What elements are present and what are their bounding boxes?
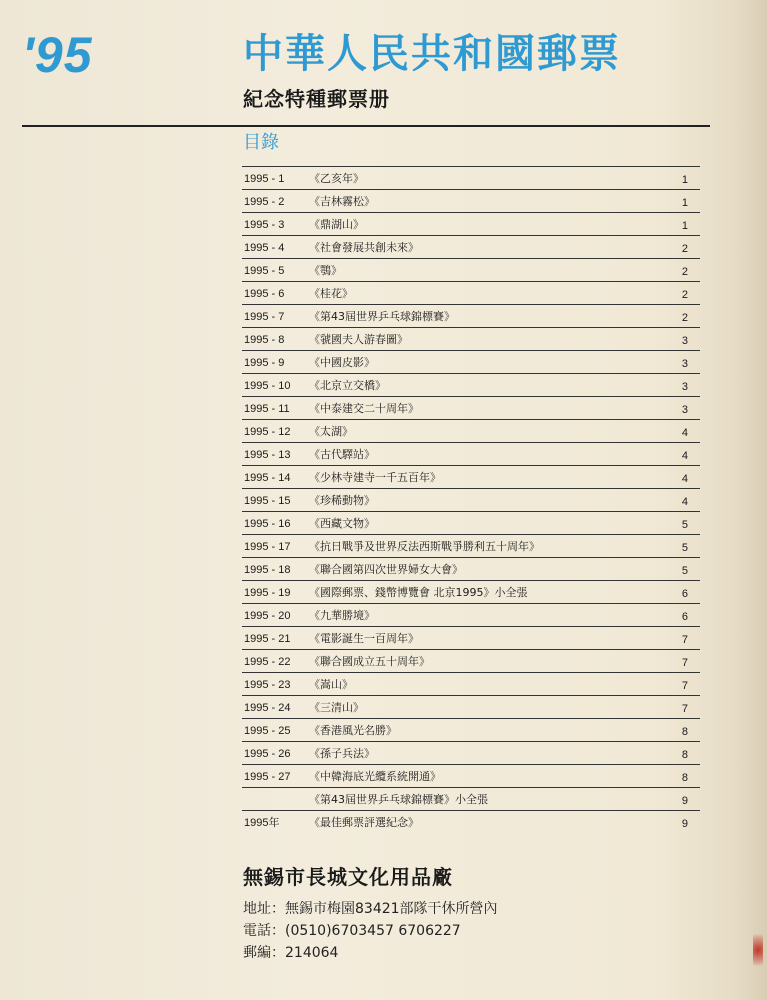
toc-page-number: 4	[681, 473, 688, 485]
toc-row	[242, 650, 700, 673]
toc-page-number: 9	[681, 818, 688, 830]
toc-page-number: 9	[681, 795, 688, 807]
toc-row	[242, 259, 700, 282]
toc-heading: 目錄	[243, 132, 279, 153]
toc-page-number: 3	[681, 404, 688, 416]
toc-issue-name: 《最佳郵票評選紀念》	[309, 816, 419, 829]
toc-row	[242, 673, 700, 696]
toc-row	[242, 282, 700, 305]
toc-issue-name: 《抗日戰爭及世界反法西斯戰爭勝利五十周年》	[309, 540, 540, 553]
toc-issue-number: 1995 - 11	[244, 403, 290, 415]
toc-issue-name: 《太湖》	[309, 425, 353, 438]
toc-page-number: 5	[681, 519, 688, 531]
toc-page-number: 1	[681, 197, 688, 209]
toc-issue-name: 《嵩山》	[309, 678, 353, 691]
toc-row	[242, 374, 700, 397]
toc-issue-name: 《電影誕生一百周年》	[309, 632, 419, 645]
toc-issue-number: 1995 - 25	[244, 725, 291, 737]
toc-issue-number: 1995 - 1	[244, 173, 285, 185]
year-label: '95	[22, 27, 93, 83]
toc-issue-name: 《九華勝境》	[309, 609, 375, 622]
toc-page-number: 2	[681, 243, 688, 255]
toc-issue-number: 1995 - 27	[244, 771, 291, 783]
toc-page-number: 3	[681, 381, 688, 393]
toc-issue-name: 《北京立交橋》	[309, 379, 386, 392]
table-of-contents	[242, 166, 700, 833]
toc-issue-number: 1995 - 17	[244, 541, 291, 553]
toc-row	[242, 167, 700, 190]
toc-page-number: 6	[681, 588, 688, 600]
toc-page-number: 7	[681, 703, 688, 715]
toc-page-number: 4	[681, 496, 688, 508]
toc-row	[242, 696, 700, 719]
toc-row	[242, 604, 700, 627]
toc-row	[242, 397, 700, 420]
toc-issue-name: 《鼎湖山》	[309, 218, 364, 231]
toc-issue-number: 1995 - 16	[244, 518, 291, 530]
header-divider	[22, 125, 710, 127]
page-title: 中華人民共和國郵票	[243, 31, 621, 77]
toc-issue-name: 《社會發展共創未來》	[309, 241, 419, 254]
toc-issue-number: 1995 - 10	[244, 380, 291, 392]
toc-page-number: 4	[681, 450, 688, 462]
toc-issue-name: 《孫子兵法》	[309, 747, 375, 760]
toc-issue-number: 1995 - 5	[244, 265, 285, 277]
toc-issue-name: 《中國皮影》	[309, 356, 375, 369]
factory-address: 地址：無錫市梅園83421部隊干休所營內	[243, 901, 498, 917]
toc-issue-number: 1995 - 8	[244, 334, 285, 346]
toc-row	[242, 328, 700, 351]
factory-postcode: 郵編：214064	[243, 945, 339, 961]
toc-page-number: 1	[681, 174, 688, 186]
toc-issue-number: 1995 - 9	[244, 357, 285, 369]
toc-issue-number: 1995年	[244, 817, 280, 829]
toc-page-number: 7	[681, 634, 688, 646]
toc-issue-number: 1995 - 21	[244, 633, 291, 645]
toc-row	[242, 581, 700, 604]
toc-row	[242, 811, 700, 833]
toc-issue-number: 1995 - 6	[244, 288, 285, 300]
toc-issue-number: 1995 - 12	[244, 426, 291, 438]
toc-row	[242, 742, 700, 765]
toc-issue-name: 《少林寺建寺一千五百年》	[309, 471, 441, 484]
toc-page-number: 5	[681, 542, 688, 554]
toc-page-number: 8	[681, 749, 688, 761]
toc-page-number: 6	[681, 611, 688, 623]
toc-row	[242, 535, 700, 558]
toc-issue-name: 《吉林霧松》	[309, 195, 375, 208]
toc-issue-number: 1995 - 24	[244, 702, 291, 714]
toc-issue-name: 《國際郵票、錢幣博覽會 北京1995》小全張	[309, 586, 528, 599]
toc-row	[242, 719, 700, 742]
factory-name: 無錫市長城文化用品廠	[243, 865, 453, 889]
toc-page-number: 4	[681, 427, 688, 439]
toc-issue-name: 《乙亥年》	[309, 172, 364, 185]
toc-issue-name: 《珍稀動物》	[309, 494, 375, 507]
toc-issue-name: 《虢國夫人游春圖》	[309, 333, 408, 346]
toc-page-number: 2	[681, 289, 688, 301]
toc-issue-name: 《第43屆世界乒乓球錦標賽》	[309, 310, 455, 323]
toc-row	[242, 765, 700, 788]
toc-row	[242, 512, 700, 535]
toc-issue-name: 《香港風光名勝》	[309, 724, 397, 737]
toc-row	[242, 305, 700, 328]
toc-issue-name: 《西藏文物》	[309, 517, 375, 530]
toc-issue-name: 《聯合國第四次世界婦女大會》	[309, 563, 463, 576]
toc-issue-name: 《古代驛站》	[309, 448, 375, 461]
toc-row	[242, 420, 700, 443]
toc-row	[242, 443, 700, 466]
toc-page-number: 2	[681, 266, 688, 278]
toc-issue-name: 《中韓海底光纜系統開通》	[309, 770, 441, 783]
toc-page-number: 8	[681, 726, 688, 738]
toc-issue-number: 1995 - 20	[244, 610, 291, 622]
toc-row	[242, 558, 700, 581]
toc-issue-name: 《三清山》	[309, 701, 364, 714]
toc-issue-number: 1995 - 7	[244, 311, 285, 323]
factory-phone: 電話：(0510)6703457 6706227	[243, 923, 461, 939]
toc-row	[242, 236, 700, 259]
toc-issue-number: 1995 - 23	[244, 679, 291, 691]
toc-row	[242, 788, 700, 811]
toc-issue-name: 《鶚》	[309, 264, 342, 277]
toc-issue-number: 1995 - 14	[244, 472, 291, 484]
toc-issue-number: 1995 - 15	[244, 495, 291, 507]
toc-issue-number: 1995 - 13	[244, 449, 291, 461]
toc-issue-number: 1995 - 4	[244, 242, 285, 254]
toc-issue-number: 1995 - 3	[244, 219, 285, 231]
toc-page-number: 3	[681, 358, 688, 370]
toc-issue-name: 《桂花》	[309, 287, 353, 300]
toc-page-number: 2	[681, 312, 688, 324]
toc-row	[242, 351, 700, 374]
toc-page-number: 1	[681, 220, 688, 232]
toc-row	[242, 190, 700, 213]
toc-issue-number: 1995 - 18	[244, 564, 291, 576]
toc-page-number: 8	[681, 772, 688, 784]
toc-row	[242, 466, 700, 489]
toc-issue-number: 1995 - 19	[244, 587, 291, 599]
toc-row	[242, 627, 700, 650]
toc-issue-number: 1995 - 22	[244, 656, 291, 668]
toc-issue-name: 《中泰建交二十周年》	[309, 402, 419, 415]
toc-row	[242, 213, 700, 236]
toc-issue-number: 1995 - 2	[244, 196, 285, 208]
toc-page-number: 7	[681, 657, 688, 669]
toc-page-number: 5	[681, 565, 688, 577]
toc-page-number: 3	[681, 335, 688, 347]
toc-issue-name: 《聯合國成立五十周年》	[309, 655, 430, 668]
toc-row	[242, 489, 700, 512]
toc-issue-name: 《第43屆世界乒乓球錦標賽》小全張	[309, 793, 488, 806]
page-subtitle: 紀念特種郵票册	[243, 87, 390, 111]
toc-issue-number: 1995 - 26	[244, 748, 291, 760]
red-stain-mark	[753, 930, 763, 970]
toc-page-number: 7	[681, 680, 688, 692]
